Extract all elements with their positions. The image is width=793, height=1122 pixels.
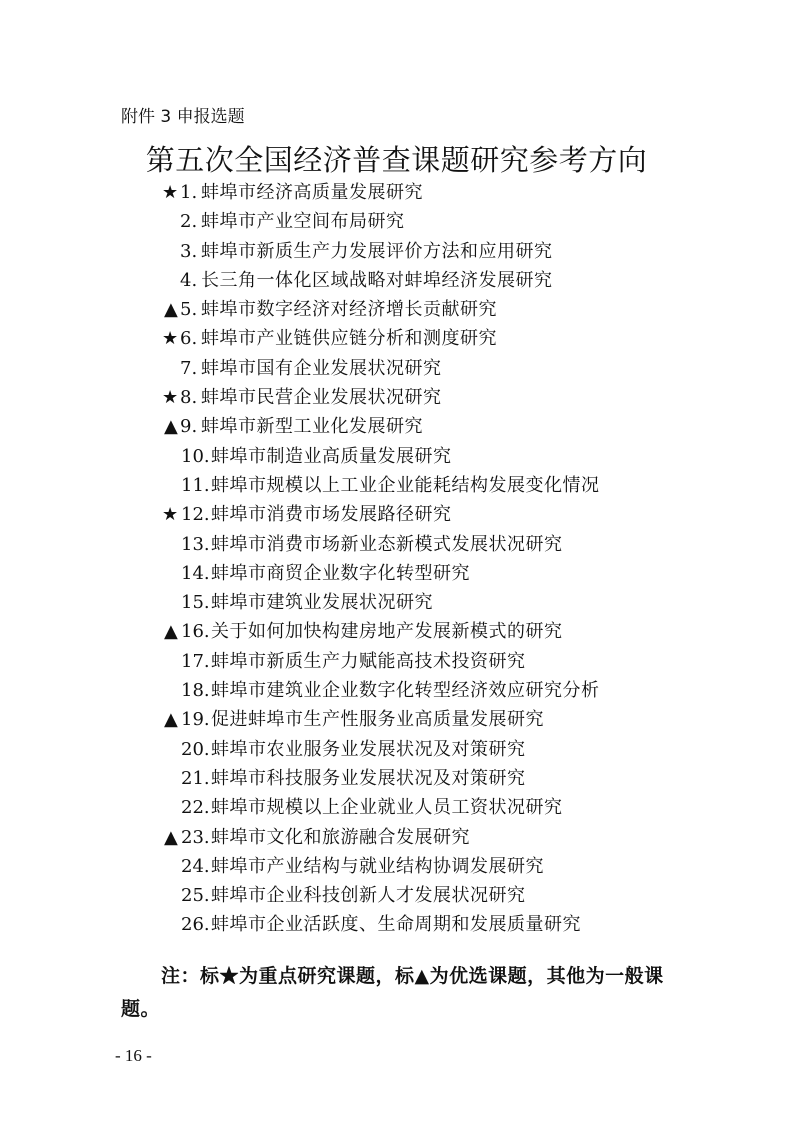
- preferred-topic-triangle-icon: ▲: [164, 826, 178, 848]
- topic-text: 蚌埠市规模以上工业企业能耗结构发展变化情况: [211, 474, 600, 496]
- topic-text: 关于如何加快构建房地产发展新模式的研究: [211, 621, 563, 643]
- topic-text: 蚌埠市消费市场新业态新模式发展状况研究: [211, 533, 563, 555]
- topic-number: 5.: [180, 299, 198, 321]
- topic-item: [0, 471, 793, 500]
- preferred-topic-triangle-icon: ▲: [164, 709, 178, 731]
- topic-item: [0, 588, 793, 617]
- topic-text: 蚌埠市新型工业化发展研究: [201, 416, 423, 438]
- topic-text: 促进蚌埠市生产性服务业高质量发展研究: [211, 709, 544, 731]
- topic-number: 19.: [181, 709, 210, 731]
- topic-item: [0, 823, 793, 852]
- attachment-label: 附件 3 申报选题: [121, 107, 245, 127]
- topic-item: [0, 237, 793, 266]
- topic-item: [0, 852, 793, 881]
- topic-text: 蚌埠市农业服务业发展状况及对策研究: [211, 738, 526, 760]
- topic-item: [0, 442, 793, 471]
- topic-number: 16.: [181, 621, 210, 643]
- topic-item: [0, 705, 793, 734]
- topic-item: [0, 500, 793, 529]
- topic-text: 长三角一体化区域战略对蚌埠经济发展研究: [201, 269, 553, 291]
- topic-text: 蚌埠市产业结构与就业结构协调发展研究: [211, 855, 544, 877]
- topic-list: [0, 178, 793, 940]
- topic-number: 4.: [180, 269, 198, 291]
- topic-text: 蚌埠市商贸企业数字化转型研究: [211, 562, 470, 584]
- topic-item: [0, 412, 793, 441]
- topic-text: 蚌埠市规模以上企业就业人员工资状况研究: [211, 797, 563, 819]
- topic-number: 20.: [181, 738, 210, 760]
- topic-item: [0, 764, 793, 793]
- topic-item: [0, 910, 793, 939]
- topic-text: 蚌埠市企业科技创新人才发展状况研究: [211, 885, 526, 907]
- topic-text: 蚌埠市企业活跃度、生命周期和发展质量研究: [211, 914, 581, 936]
- topic-number: 24.: [181, 855, 210, 877]
- preferred-topic-triangle-icon: ▲: [164, 621, 178, 643]
- key-topic-star-icon: ★: [162, 504, 179, 526]
- topic-text: 蚌埠市民营企业发展状况研究: [201, 387, 442, 409]
- topic-item: [0, 617, 793, 646]
- topic-text: 蚌埠市数字经济对经济增长贡献研究: [201, 299, 497, 321]
- topic-text: 蚌埠市国有企业发展状况研究: [201, 357, 442, 379]
- topic-text: 蚌埠市新质生产力赋能高技术投资研究: [211, 650, 526, 672]
- page-title: 第五次全国经济普查课题研究参考方向: [145, 143, 648, 177]
- topic-number: 17.: [181, 650, 210, 672]
- topic-item: [0, 178, 793, 207]
- topic-text: 蚌埠市制造业高质量发展研究: [211, 445, 452, 467]
- topic-number: 11.: [181, 474, 210, 496]
- topic-number: 3.: [180, 240, 198, 262]
- topic-number: 18.: [181, 680, 210, 702]
- topic-item: [0, 793, 793, 822]
- topic-number: 26.: [181, 914, 210, 936]
- topic-number: 8.: [180, 387, 198, 409]
- topic-number: 13.: [181, 533, 210, 555]
- topic-number: 7.: [180, 357, 198, 379]
- key-topic-star-icon: ★: [162, 328, 179, 350]
- topic-number: 23.: [181, 826, 210, 848]
- topic-number: 6.: [180, 328, 198, 350]
- topic-item: [0, 881, 793, 910]
- topic-item: [0, 735, 793, 764]
- topic-text: 蚌埠市新质生产力发展评价方法和应用研究: [201, 240, 553, 262]
- topic-number: 2.: [180, 211, 198, 233]
- topic-item: [0, 676, 793, 705]
- topic-text: 蚌埠市产业空间布局研究: [201, 211, 405, 233]
- topic-number: 1.: [180, 182, 198, 203]
- page-number: - 16 -: [115, 1046, 152, 1065]
- topic-number: 14.: [181, 562, 210, 584]
- topic-number: 12.: [181, 504, 210, 526]
- topic-text: 蚌埠市建筑业企业数字化转型经济效应研究分析: [211, 680, 600, 702]
- topic-item: [0, 647, 793, 676]
- preferred-topic-triangle-icon: ▲: [164, 416, 178, 438]
- topic-item: [0, 530, 793, 559]
- topic-number: 25.: [181, 885, 210, 907]
- key-topic-star-icon: ★: [162, 182, 179, 203]
- note-paragraph: 注：标★为重点研究课题，标▲为优选课题，其他为一般课题。: [121, 965, 664, 1020]
- topic-text: 蚌埠市消费市场发展路径研究: [211, 504, 452, 526]
- topic-number: 9.: [180, 416, 198, 438]
- topic-text: 蚌埠市建筑业发展状况研究: [211, 592, 433, 614]
- topic-item: [0, 383, 793, 412]
- topic-number: 10.: [181, 445, 210, 467]
- key-topic-star-icon: ★: [162, 387, 179, 409]
- topic-text: 蚌埠市科技服务业发展状况及对策研究: [211, 767, 526, 789]
- topic-number: 15.: [181, 592, 210, 614]
- topic-item: [0, 354, 793, 383]
- topic-item: [0, 559, 793, 588]
- topic-item: [0, 324, 793, 353]
- preferred-topic-triangle-icon: ▲: [164, 299, 178, 321]
- topic-item: [0, 207, 793, 236]
- topic-text: 蚌埠市产业链供应链分析和测度研究: [201, 328, 497, 350]
- topic-item: [0, 295, 793, 324]
- topic-number: 22.: [181, 797, 210, 819]
- topic-text: 蚌埠市文化和旅游融合发展研究: [211, 826, 470, 848]
- topic-item: [0, 266, 793, 295]
- topic-number: 21.: [181, 767, 210, 789]
- topic-text: 蚌埠市经济高质量发展研究: [201, 182, 423, 203]
